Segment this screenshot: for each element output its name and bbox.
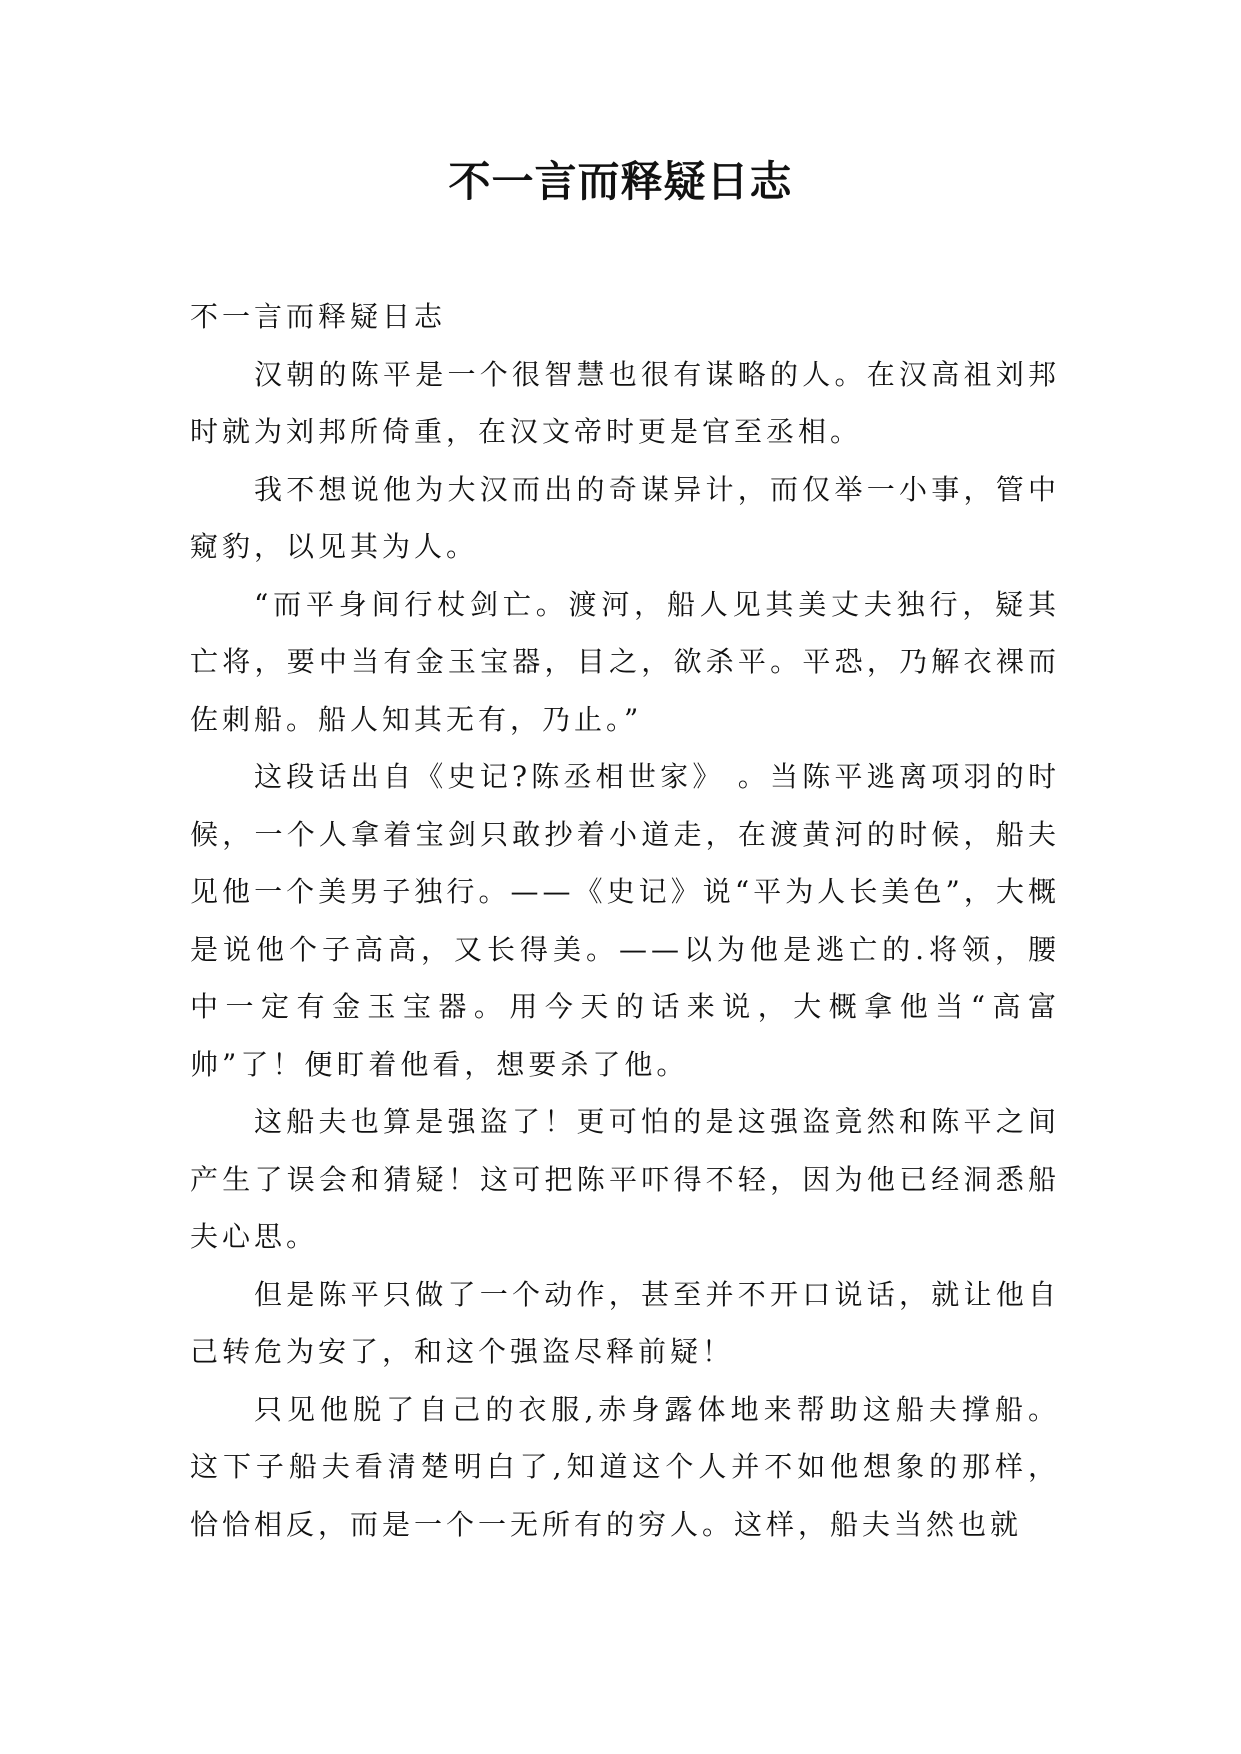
- document-title: 不一言而释疑日志: [448, 157, 793, 206]
- paragraph: 汉朝的陈平是一个很智慧也很有谋略的人。在汉高祖刘邦时就为刘邦所倚重，在汉文帝时更是官至丞相。: [190, 357, 1060, 448]
- paragraph: 我不想说他为大汉而出的奇谋异计，而仅举一小事，管中窥豹，以见其为人。: [190, 472, 1060, 563]
- paragraph: 只见他脱了自己的衣服,赤身露体地来帮助这船夫撑船。这下子船夫看清楚明白了,知道这个人并不如他想象的那样，恰恰相反，而是一个一无所有的穷人。这样，船夫当然也就: [190, 1392, 1060, 1541]
- paragraph: 这段话出自《史记?陈丞相世家》 。当陈平逃离项羽的时候，一个人拿着宝剑只敢抄着小道走，在渡黄河的时候，船夫见他一个美男子独行。——《史记》说“平为人长美色”，大概是说他个子高高，又长得美。——以为他是逃亡的.将领，腰中一定有金玉宝器。用今天的话来说，大概拿他当“高富帅”了！便盯着他看，想要杀了他。: [190, 760, 1060, 1081]
- body-subtitle: 不一言而释疑日志: [190, 300, 447, 333]
- paragraph: 这船夫也算是强盗了！更可怕的是这强盗竟然和陈平之间产生了误会和猜疑！这可把陈平吓得不轻，因为他已经洞悉船夫心思。: [190, 1105, 1060, 1253]
- document-body: [190, 288, 1060, 1553]
- paragraph: 但是陈平只做了一个动作，甚至并不开口说话，就让他自己转危为安了，和这个强盗尽释前疑！: [190, 1277, 1060, 1368]
- paragraph-quote: “而平身间行杖剑亡。渡河，船人见其美丈夫独行，疑其亡将，要中当有金玉宝器，目之，欲杀平。平恐，乃解衣裸而佐刺船。船人知其无有，乃止。”: [190, 587, 1060, 736]
